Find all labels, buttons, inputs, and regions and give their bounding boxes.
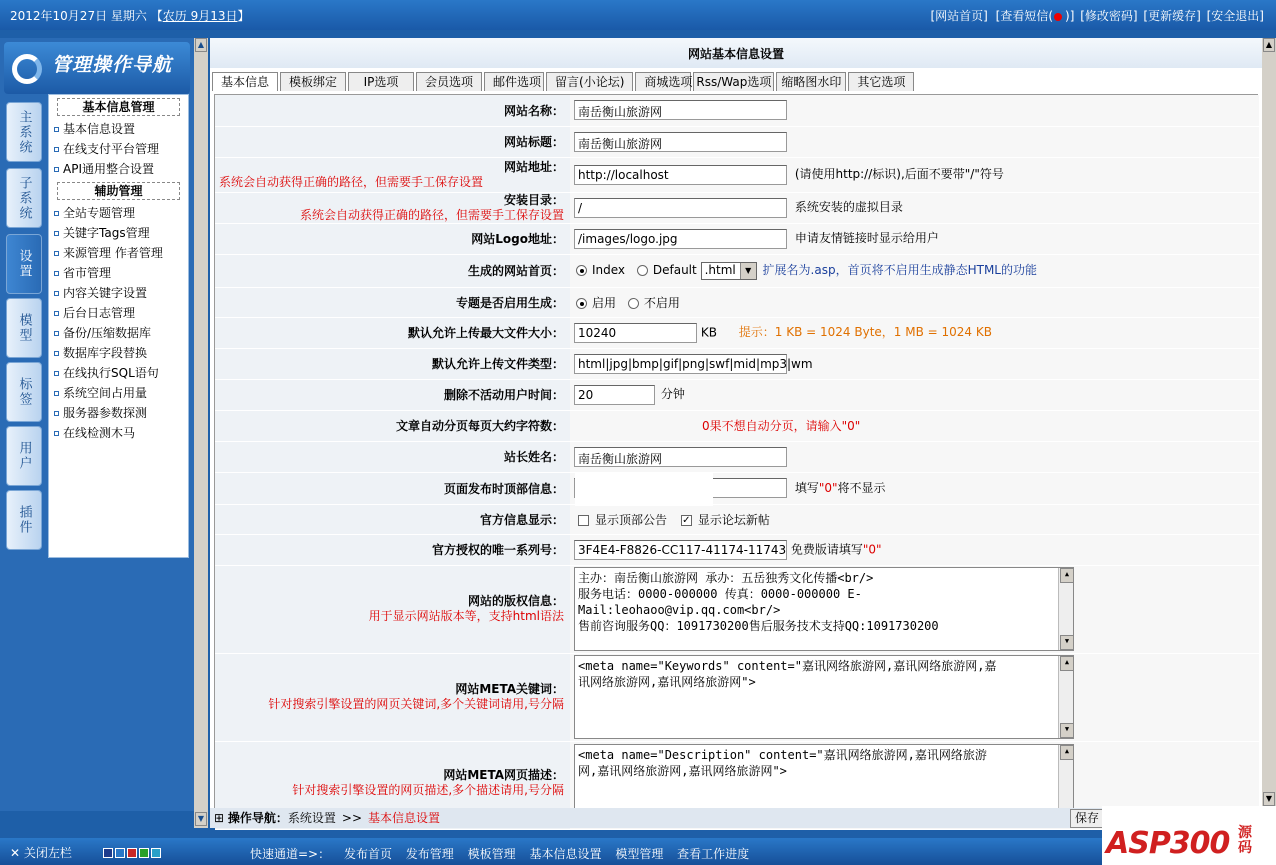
keywords-label: 网站META关键词： [455, 682, 564, 696]
breadcrumb-label: 操作导航： [227, 811, 288, 825]
serial-cell [570, 534, 1259, 565]
scroll-up-icon[interactable]: ▲ [1263, 38, 1275, 52]
home-extension-value: .html [704, 262, 736, 277]
scroll-down-icon[interactable]: ▼ [1263, 792, 1275, 806]
home-label: 生成的网站首页： [215, 254, 570, 287]
description-hint: 针对搜索引擎设置的网页描述,多个描述请用,号分隔 [292, 782, 564, 797]
top-bar [0, 0, 1276, 30]
keywords-line: 讯网络旅游网,嘉讯网络旅游网"> [578, 675, 756, 689]
nav-logo-icon [12, 54, 42, 84]
menu-item-label[interactable]: 备份/压缩数据库 [63, 326, 152, 340]
site-url-label: 网站地址： [503, 159, 564, 174]
color-swatch[interactable] [115, 848, 125, 858]
menu-item[interactable] [49, 263, 188, 283]
form-row-keywords [215, 653, 1259, 741]
description-label: 网站META网页描述： [443, 767, 564, 782]
official-notice-checkbox[interactable] [578, 515, 589, 526]
menu-item[interactable] [49, 343, 188, 363]
filetypes-input[interactable]: html|jpg|bmp|gif|png|swf|mid|mp3|wm [574, 354, 787, 374]
menu-item-label[interactable]: API通用整合设置 [63, 162, 154, 176]
menu-item[interactable] [49, 119, 188, 139]
keywords-hint: 针对搜索引擎设置的网页关键词,多个关键词请用,号分隔 [268, 697, 564, 711]
change-password-link[interactable]: [修改密码] [1080, 9, 1138, 23]
logo-label: 网站Logo地址： [215, 223, 570, 254]
tab-other[interactable]: 其它选项 [848, 72, 914, 91]
messages-link-open[interactable]: [查看短信( [995, 9, 1054, 23]
brand-logo: ASP300 [1106, 826, 1230, 861]
menu-item-label[interactable]: 全站专题管理 [63, 206, 136, 220]
keywords-cell [570, 653, 1259, 741]
tab-guestbook[interactable]: 留言(小论坛) [546, 72, 633, 91]
tab-shop[interactable]: 商城选项 [635, 72, 691, 91]
form-row-pubtop [215, 472, 1259, 504]
tab-member[interactable]: 会员选项 [416, 72, 482, 91]
new-message-dot-icon [1054, 13, 1062, 21]
owner-label: 站长姓名： [215, 441, 570, 472]
textarea-scrollbar[interactable] [1058, 568, 1073, 650]
menu-item[interactable] [49, 403, 188, 423]
quick-label: 快速通道=>： [250, 847, 331, 861]
menu-section-aux: 辅助管理 [57, 182, 180, 200]
inactive-label: 删除不活动用户时间： [215, 379, 570, 410]
close-left-label[interactable]: 关闭左栏 [23, 846, 72, 860]
owner-cell [570, 441, 1259, 472]
site-name-input[interactable]: 南岳衡山旅游网 [574, 100, 787, 120]
left-sidebar [0, 38, 198, 811]
page-title: 网站基本信息设置 [210, 38, 1262, 68]
menu-item[interactable] [49, 283, 188, 303]
home-default-label: Default [652, 263, 697, 278]
nav-header [4, 42, 190, 94]
topic-cell [570, 287, 1259, 317]
home-extension-select[interactable] [701, 262, 757, 280]
bottom-bar [0, 838, 1276, 865]
menu-item-label[interactable]: 来源管理 作者管理 [63, 246, 163, 260]
save-button[interactable]: 保存 [1070, 809, 1130, 828]
maxsize-cell [570, 317, 1259, 348]
sitemap-icon: ⊞ [214, 811, 225, 825]
topic-off-label: 不启用 [643, 295, 680, 310]
left-scrollbar[interactable] [194, 38, 208, 828]
vtab-model[interactable]: 模型 [6, 298, 42, 358]
keywords-textarea[interactable] [574, 655, 1074, 739]
form-row-inactive [215, 379, 1259, 410]
official-forum-checkbox[interactable]: ✓ [682, 514, 691, 526]
inactive-input[interactable]: 20 [574, 385, 655, 405]
date-text: 2012年10月27日 星期六 [10, 9, 147, 23]
menu-item[interactable] [49, 203, 188, 223]
messages-link-close[interactable]: )] [1065, 9, 1075, 23]
color-swatch[interactable] [103, 848, 113, 858]
copyright-line: 服务电话：0000-000000 传真：0000-000000 E- [578, 587, 862, 601]
close-icon[interactable]: ✕ [10, 846, 21, 860]
official-label: 官方信息显示： [215, 504, 570, 534]
site-url-cell [570, 157, 1259, 192]
form-row-logo [215, 223, 1259, 254]
menu-item[interactable] [49, 159, 188, 179]
textarea-scrollbar[interactable] [1058, 656, 1073, 738]
menu-item[interactable] [49, 323, 188, 343]
keywords-label-cell [215, 653, 570, 741]
tab-template[interactable]: 模板绑定 [280, 72, 346, 91]
serial-note-a: 免费版请填写 [790, 542, 863, 556]
scroll-down-icon[interactable]: ▼ [195, 812, 207, 826]
maxsize-unit: KB [700, 325, 717, 339]
menu-section-basic: 基本信息管理 [57, 98, 180, 116]
site-url-hint: 系统会自动获得正确的路径，但需要手工保存设置 [219, 174, 484, 189]
settings-tabs [212, 72, 916, 92]
lunar-open: 【 [150, 9, 163, 23]
site-url-input[interactable]: http://localhost [574, 165, 787, 185]
filetypes-label: 默认允许上传文件类型： [215, 348, 570, 379]
serial-label: 官方授权的唯一系列号： [215, 534, 570, 565]
quick-links [250, 845, 759, 862]
form-row-owner [215, 441, 1259, 472]
home-default-radio[interactable] [637, 265, 648, 276]
bullet-icon [54, 291, 59, 296]
official-forum-label: 显示论坛新帖 [697, 512, 770, 527]
install-dir-cell [570, 192, 1259, 223]
menu-item-label[interactable]: 内容关键字设置 [63, 286, 148, 300]
pubtop-note-a: 填写 [794, 480, 819, 495]
site-name-label: 网站名称： [215, 95, 570, 126]
copyright-cell [570, 565, 1259, 653]
color-swatch[interactable] [127, 848, 137, 858]
menu-item-label[interactable]: 在线支付平台管理 [63, 142, 160, 156]
bullet-icon [54, 231, 59, 236]
description-line: 网,嘉讯网络旅游网,嘉讯网络旅游网"> [578, 763, 787, 778]
settings-form [214, 94, 1258, 808]
official-notice-label: 显示顶部公告 [595, 512, 668, 527]
tab-basic[interactable]: 基本信息 [212, 72, 278, 91]
home-note: 扩展名为.asp，首页将不启用生成静态HTML的功能 [762, 263, 1037, 278]
menu-item[interactable] [49, 223, 188, 243]
install-dir-hint: 系统会自动获得正确的路径，但需要手工保存设置 [299, 207, 564, 222]
bullet-icon [54, 311, 59, 316]
copyright-textarea[interactable] [574, 567, 1074, 651]
pubtop-note-b: "0" [818, 480, 838, 495]
logo-cell [570, 223, 1259, 254]
bullet-icon [54, 391, 59, 396]
bullet-icon [54, 331, 59, 336]
menu-item[interactable] [49, 303, 188, 323]
vtab-settings[interactable]: 设置 [6, 234, 42, 294]
menu-item-label[interactable]: 基本信息设置 [63, 122, 136, 136]
copyright-line: Mail:leohaoo@vip.qq.com<br/> [578, 603, 781, 617]
vtab-plugins[interactable]: 插件 [6, 490, 42, 550]
home-cell [570, 254, 1259, 287]
maxsize-input[interactable]: 10240 [574, 323, 697, 343]
vtab-sub-system[interactable]: 子系统 [6, 168, 42, 228]
color-swatch[interactable] [139, 848, 149, 858]
quick-link-progress[interactable]: 查看工作进度 [677, 847, 750, 861]
theme-color-swatches [103, 847, 163, 861]
site-url-label-cell [215, 157, 570, 192]
menu-item-label[interactable]: 数据库字段替换 [63, 346, 148, 360]
paging-label: 文章自动分页每页大约字符数： [215, 410, 570, 441]
pubtop-note-c: 将不显示 [837, 480, 886, 495]
bullet-icon [54, 167, 59, 172]
menu-item[interactable] [49, 139, 188, 159]
right-scrollbar[interactable] [1262, 38, 1276, 808]
menu-item-label[interactable]: 省市管理 [63, 266, 112, 280]
menu-item-label[interactable]: 关键字Tags管理 [63, 226, 150, 240]
install-dir-note: 系统安装的虚拟目录 [794, 200, 903, 214]
menu-item-label[interactable]: 系统空间占用量 [63, 386, 148, 400]
description-line: <meta name="Description" content="嘉讯网络旅游网,嘉讯网络旅游 [578, 747, 987, 762]
vtab-tags[interactable]: 标签 [6, 362, 42, 422]
chevron-down-icon[interactable]: ▼ [740, 263, 756, 279]
form-row-maxsize [215, 317, 1259, 348]
lunar-close: 】 [237, 9, 250, 23]
form-row-topic [215, 287, 1259, 317]
update-cache-link[interactable]: [更新缓存] [1143, 9, 1201, 23]
form-row-home [215, 254, 1259, 287]
bullet-icon [54, 251, 59, 256]
copyright-line: 主办：南岳衡山旅游网 承办：五岳独秀文化传播<br/> [578, 571, 874, 585]
tab-mail[interactable]: 邮件选项 [484, 72, 544, 91]
tab-watermark[interactable]: 缩略图水印 [776, 72, 846, 91]
brand-logo-suffix: 源码 [1238, 825, 1252, 856]
menu-item-label[interactable]: 后台日志管理 [63, 306, 136, 320]
bullet-icon [54, 371, 59, 376]
maxsize-tip: 提示：1 KB = 1024 Byte，1 MB = 1024 KB [738, 325, 992, 339]
bullet-icon [54, 351, 59, 356]
bullet-icon [54, 411, 59, 416]
form-row-copyright [215, 565, 1259, 653]
filetypes-cell [570, 348, 1259, 379]
main-panel [210, 38, 1262, 808]
logo-note: 申请友情链接时显示给用户 [794, 231, 939, 245]
copyright-label-cell [215, 565, 570, 653]
pubtop-label: 页面发布时顶部信息： [215, 472, 570, 504]
form-row-official [215, 504, 1259, 534]
home-index-radio[interactable] [576, 265, 587, 276]
brand-watermark [1102, 806, 1276, 865]
site-url-note: (请使用http://标识),后面不要带"/"符号 [794, 167, 1004, 181]
vtab-users[interactable]: 用户 [6, 426, 42, 486]
date-display [10, 7, 250, 24]
breadcrumb-separator: >> [341, 811, 363, 825]
menu-item[interactable] [49, 383, 188, 403]
paging-note: 0果不想自动分页，请输入"0" [702, 419, 861, 433]
paging-input-overlay[interactable] [575, 472, 713, 506]
quick-link-publish-home[interactable]: 发布首页 [343, 847, 392, 861]
quick-link-model-manage[interactable]: 模型管理 [615, 847, 664, 861]
nav-menu [48, 94, 189, 558]
menu-item-label[interactable]: 在线检测木马 [63, 426, 136, 440]
topic-off-radio[interactable] [628, 298, 639, 309]
form-row-site-name [215, 95, 1259, 126]
quick-link-basic-info[interactable]: 基本信息设置 [529, 847, 602, 861]
bullet-icon [54, 271, 59, 276]
site-title-cell [570, 126, 1259, 157]
serial-note-b: "0" [862, 542, 882, 556]
site-name-cell [570, 95, 1259, 126]
home-index-label: Index [592, 263, 626, 278]
menu-item-label[interactable]: 在线执行SQL语句 [63, 366, 159, 380]
copyright-line: 售前咨询服务QQ：1091730200售后服务技术支持QQ:1091730200 [578, 619, 939, 633]
form-row-serial [215, 534, 1259, 565]
install-dir-label: 安装目录： [503, 192, 564, 207]
bullet-icon [54, 431, 59, 436]
serial-input[interactable]: 3F4E4-F8826-CC117-41174-11743 [574, 540, 787, 560]
menu-item[interactable] [49, 363, 188, 383]
color-swatch[interactable] [151, 848, 161, 858]
maxsize-label: 默认允许上传最大文件大小： [215, 317, 570, 348]
quick-link-template-manage[interactable]: 模板管理 [467, 847, 516, 861]
menu-item-label[interactable]: 服务器参数探测 [63, 406, 148, 420]
quick-link-publish-manage[interactable]: 发布管理 [405, 847, 454, 861]
bullet-icon [54, 147, 59, 152]
form-row-install-dir [215, 192, 1259, 223]
bullet-icon [54, 127, 59, 132]
menu-item[interactable] [49, 243, 188, 263]
form-row-paging [215, 410, 1259, 441]
topic-label: 专题是否启用生成： [215, 287, 570, 317]
inactive-cell [570, 379, 1259, 410]
copyright-hint: 用于显示网站版本等，支持html语法 [368, 609, 564, 623]
topic-on-label: 启用 [592, 295, 617, 310]
breadcrumb-current: 基本信息设置 [368, 811, 441, 825]
inactive-unit: 分钟 [660, 387, 685, 401]
official-cell [570, 504, 1259, 534]
install-dir-label-cell [215, 192, 570, 223]
serial-note [791, 542, 882, 556]
top-links [928, 7, 1264, 24]
bullet-icon [54, 211, 59, 216]
vtab-main-system[interactable]: 主系统 [6, 102, 42, 162]
menu-item[interactable] [49, 423, 188, 443]
logout-link[interactable]: [安全退出] [1206, 9, 1264, 23]
pubtop-note [795, 481, 886, 495]
topic-on-radio[interactable] [576, 298, 587, 309]
paging-cell [570, 410, 1259, 441]
form-row-filetypes [215, 348, 1259, 379]
tab-ip[interactable]: IP选项 [348, 72, 414, 91]
logo-input[interactable]: /images/logo.jpg [574, 229, 787, 249]
keywords-line: <meta name="Keywords" content="嘉讯网络旅游网,嘉讯网络旅游网,嘉 [578, 659, 997, 673]
close-left-panel[interactable] [10, 844, 72, 861]
breadcrumb-system-settings[interactable]: 系统设置 [287, 811, 336, 825]
nav-title: 管理操作导航 [52, 54, 173, 76]
form-row-site-title [215, 126, 1259, 157]
install-dir-input[interactable]: / [574, 198, 787, 218]
lunar-date-link[interactable]: 农历 9月13日 [162, 9, 238, 23]
tab-rss-wap[interactable]: Rss/Wap选项 [693, 72, 774, 91]
scroll-up-icon[interactable]: ▲ [195, 38, 207, 52]
form-row-site-url [215, 157, 1259, 192]
copyright-label: 网站的版权信息： [467, 594, 564, 608]
owner-input[interactable]: 南岳衡山旅游网 [574, 447, 787, 467]
site-title-input[interactable]: 南岳衡山旅游网 [574, 132, 787, 152]
home-link[interactable]: [网站首页] [930, 9, 988, 23]
site-title-label: 网站标题： [215, 126, 570, 157]
messages-link[interactable] [994, 9, 1075, 23]
